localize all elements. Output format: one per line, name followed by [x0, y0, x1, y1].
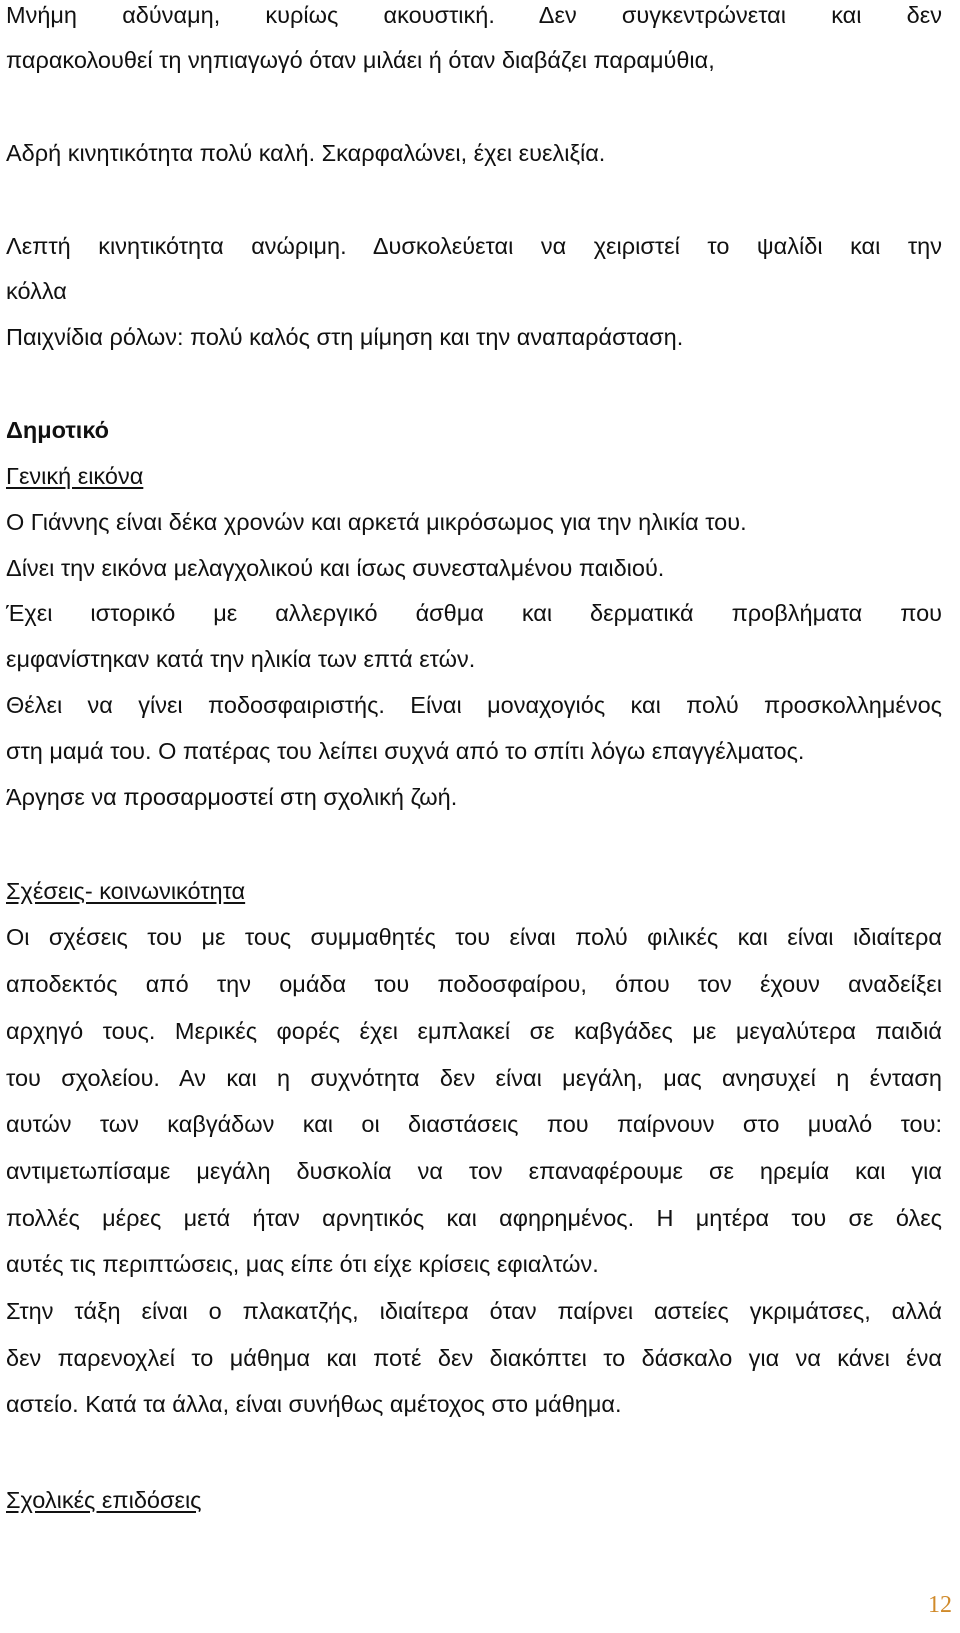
text-line: Ο Γιάννης είναι δέκα χρονών και αρκετά μικρόσωμος για την ηλικία του.: [6, 509, 747, 535]
text-line: του σχολείου. Αν και η συχνότητα δεν είναι μεγάλη, μας ανησυχεί η ένταση: [6, 1065, 942, 1091]
text-line: Στην τάξη είναι ο πλακατζής, ιδιαίτερα όταν παίρνει αστείες γκριμάτσες, αλλά: [6, 1298, 942, 1324]
text-line: αρχηγό τους. Μερικές φορές έχει εμπλακεί σε καβγάδες με μεγαλύτερα παιδιά: [6, 1018, 942, 1044]
text-line: στη μαμά του. Ο πατέρας του λείπει συχνά από το σπίτι λόγω επαγγέλματος.: [6, 738, 805, 764]
text-line: Θέλει να γίνει ποδοσφαιριστής. Είναι μοναχογιός και πολύ προσκολλημένος: [6, 692, 942, 718]
text-line: Λεπτή κινητικότητα ανώριμη. Δυσκολεύεται να χειριστεί το ψαλίδι και την: [6, 233, 942, 259]
text-line: αποδεκτός από την ομάδα του ποδοσφαίρου, όπου τον έχουν αναδείξει: [6, 971, 942, 997]
text-line: Μνήμη αδύναμη, κυρίως ακουστική. Δεν συγκεντρώνεται και δεν: [6, 2, 942, 28]
page-number: 12: [928, 1592, 952, 1618]
text-line: Παιχνίδια ρόλων: πολύ καλός στη μίμηση και την αναπαράσταση.: [6, 324, 684, 350]
text-line: κόλλα: [6, 278, 67, 304]
text-line: αστείο. Κατά τα άλλα, είναι συνήθως αμέτοχος στο μάθημα.: [6, 1391, 622, 1417]
text-line: Δίνει την εικόνα μελαγχολικού και ίσως συνεσταλμένου παιδιού.: [6, 555, 665, 581]
text-line: αυτές τις περιπτώσεις, μας είπε ότι είχε κρίσεις εφιαλτών.: [6, 1251, 599, 1277]
text-line: πολλές μέρες μετά ήταν αρνητικός και αφηρημένος. Η μητέρα του σε όλες: [6, 1205, 942, 1231]
subsection-heading: Σχολικές επιδόσεις: [6, 1487, 202, 1513]
section-heading: Δημοτικό: [6, 417, 110, 443]
text-line: Άργησε να προσαρμοστεί στη σχολική ζωή.: [6, 784, 458, 810]
text-line: παρακολουθεί τη νηπιαγωγό όταν μιλάει ή όταν διαβάζει παραμύθια,: [6, 47, 715, 73]
text-line: αυτών των καβγάδων και οι διαστάσεις που παίρνουν στο μυαλό του:: [6, 1111, 942, 1137]
text-line: Οι σχέσεις του με τους συμμαθητές του είναι πολύ φιλικές και είναι ιδιαίτερα: [6, 924, 942, 950]
text-line: Αδρή κινητικότητα πολύ καλή. Σκαρφαλώνει, έχει ευελιξία.: [6, 140, 606, 166]
text-line: Έχει ιστορικό με αλλεργικό άσθμα και δερματικά προβλήματα που: [6, 600, 942, 626]
text-line: αντιμετωπίσαμε μεγάλη δυσκολία να τον επαναφέρουμε σε ηρεμία και για: [6, 1158, 942, 1184]
subsection-heading: Γενική εικόνα: [6, 463, 144, 489]
subsection-heading: Σχέσεις- κοινωνικότητα: [6, 878, 246, 904]
text-line: εμφανίστηκαν κατά την ηλικία των επτά ετών.: [6, 646, 476, 672]
text-line: δεν παρενοχλεί το μάθημα και ποτέ δεν διακόπτει το δάσκαλο για να κάνει ένα: [6, 1345, 942, 1371]
